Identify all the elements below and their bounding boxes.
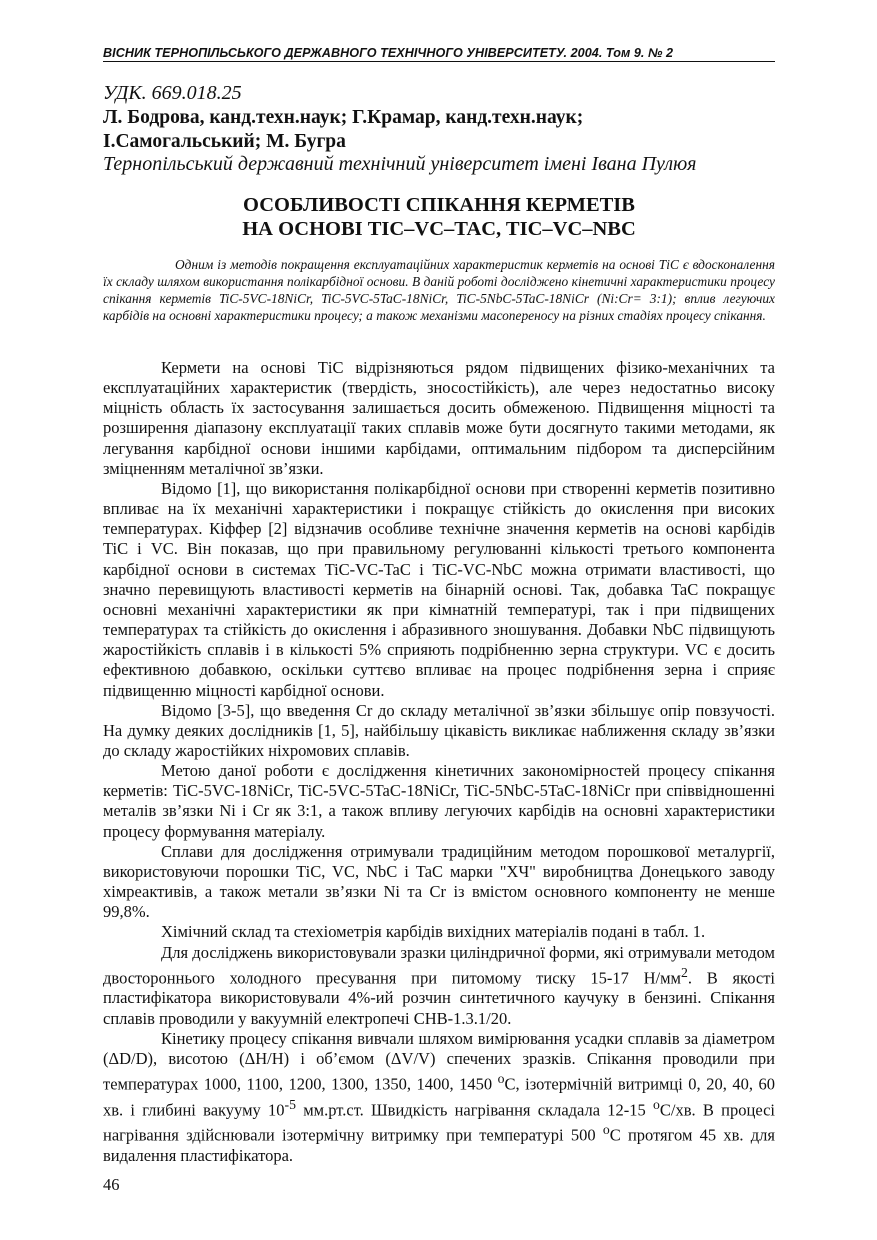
author-line-1: Л. Бодрова, канд.техн.наук; Г.Крамар, канд.техн.наук; [103, 107, 584, 128]
body-text [103, 358, 775, 1166]
journal-header: ВІСНИК ТЕРНОПІЛЬСЬКОГО ДЕРЖАВНОГО ТЕХНІЧНОГО УНІВЕРСИТЕТУ. 2004. Том 9. № 2 [103, 46, 775, 62]
article-title [103, 193, 775, 241]
paragraph-3: Відомо [3-5], що введення Cr до складу металічної зв’язки збільшує опір повзучості. На думку деяких дослідників [1, 5], найбільшу цікавість викликає наближення складу зв’язки до складу жаростійких ніхромових сплавів. [103, 700, 775, 760]
paragraph-7 [103, 943, 775, 1029]
abstract: Одним із методів покращення експлуатаційних характеристик керметів на основі ТіС є вдосконалення їх складу шляхом використання полікарбідної основи. В даній роботі досліджено кінетичні характеристики процесу спікання керметів TiC-5VC-18NiCr, TiC-5VC-5TaC-18NiCr, TiC-5NbC-5TaC-18NiCr (Ni:Cr= 3:1); вплив легуючих карбідів на основні характеристики процесу; а також механізми масопереносу на різних стадіях процесу спікання. [103, 257, 775, 323]
title-line-1: ОСОБЛИВОСТІ СПІКАННЯ КЕРМЕТІВ [243, 194, 635, 216]
text-span: С/хв. В процесі нагрівання здійснювали ізотермічну витримку при температурі 500 [103, 1100, 775, 1145]
paragraph-5: Сплави для дослідження отримували традиційним методом порошкової металургії, використовуючи порошки TiC, VC, NbC і TaC марки "ХЧ" виробництва Донецького заводу хімреактивів, а також метали зв’язки Ni та Cr із вмістом основного компоненту не менше 99,8%. [103, 841, 775, 922]
paragraph-1: Кермети на основі ТіС відрізняються рядом підвищених фізико-механічних та експлуатаційних характеристик (твердість, зносостійкість), але через недостатньо високу міцність область їх застосування залишається досить обмеженою. Підвищення міцності та розширення діапазону експлуатації таких сплавів може бути досягнуто такими методами, як легування карбідної основи іншими карбідами, оптимальним підбором та дисперсійним зміцненням металічної зв’язки. [103, 358, 775, 478]
author-line-2: І.Самогальський; М. Бугра [103, 131, 346, 152]
degree-mark: о [653, 1096, 660, 1112]
text-span: Для досліджень використовували зразки циліндричної форми, які отримували методом двостороннього холодного пресування при питомому тиску 15-17 Н/мм [103, 942, 775, 988]
title-line-2: НА ОСНОВІ TIC–VC–TAC, TIC–VC–NBC [242, 218, 636, 240]
paragraph-8 [103, 1029, 775, 1166]
text-span: . В якості пластифікатора використовували 4%-ий розчин синтетичного каучуку в бензині. Спікання сплавів проводили у вакуумній електропечі СНВ-1.3.1/20. [103, 968, 775, 1028]
text-span: С протягом 45 хв. для видалення пластифікатора. [103, 1125, 776, 1165]
text-span: мм.рт.ст. Швидкість нагрівання складала 12-15 [295, 1100, 654, 1120]
degree-mark: о [497, 1070, 505, 1086]
superscript: 2 [680, 964, 688, 980]
paragraph-4: Метою даної роботи є дослідження кінетичних закономірностей процесу спікання керметів: TiC-5VC-18NiCr, TiC-5VC-5TaC-18NiCr, TiC-5NbC-5TaC-18NiCr при співвідношенні металів зв’язки Ni і Cr як 3:1, а також впливу легуючих карбідів на основні характеристики процесу формування матеріалу. [103, 761, 775, 841]
page-number: 46 [103, 1175, 120, 1194]
text-span: С, ізотермічній витримці 0, 20, 40, 60 хв. і глибині вакууму 10 [103, 1074, 775, 1120]
superscript: -5 [284, 1096, 296, 1112]
udk-code: УДК. 669.018.25 [103, 82, 242, 104]
author-list [103, 106, 775, 154]
degree-mark: о [602, 1122, 610, 1138]
affiliation: Тернопільський державний технічний університет імені Івана Пулюя [103, 153, 697, 175]
paragraph-2: Відомо [1], що використання полікарбідної основи при створенні керметів позитивно впливає на їх механічні характеристики і покращує стійкість до окислення при високих температурах. Кіффер [2] відзначив особливе технічне значення керметів на основі карбідів TiC і VC. Він показав, що при правильному регулюванні кількості третього компонента карбідної основи в системах TiC-VC-TaC і TiC-VC-NbC можна отримати властивості, що значно перевищують властивості керметів на бінарній основі. Так, добавка TaC покращує основні механічні характеристики як при кімнатній температурі, так і при підвищених температурах та стійкість до окислення і абразивного зношування. Добавки NbC підвищують жаростійкість сплавів і в кількості 5% сприяють подрібненню зерна структури. VC є досить ефективною добавкою, оскільки суттєво впливає на процес подрібнення зерна і сприяє підвищенню міцності карбідної основи. [103, 478, 775, 700]
paragraph-6: Хімічний склад та стехіометрія карбідів вихідних матеріалів подані в табл. 1. [161, 922, 706, 942]
text-span: Кінетику процесу спікання вивчали шляхом вимірювання усадки сплавів за діаметром (ΔD/D), висотою (ΔH/H) і об’ємом (ΔV/V) спечених зразків. Спікання проводили при температурах 1000, 1100, 1200, 1300, 1350, 1400, 1450 [103, 1028, 775, 1094]
